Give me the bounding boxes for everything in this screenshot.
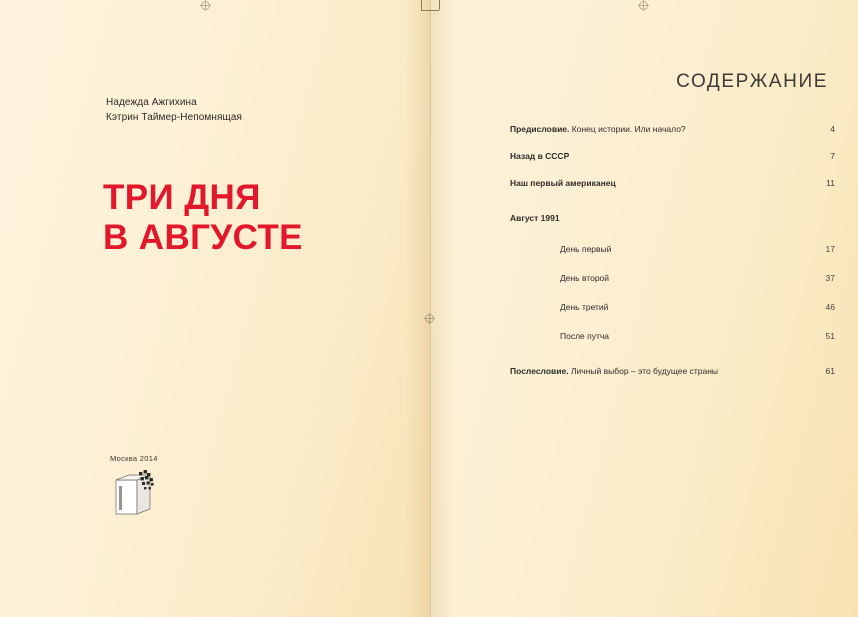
toc-entry-page: 51 <box>825 331 835 341</box>
toc-entry[interactable] <box>510 366 835 376</box>
toc-entry-label: После путча <box>560 331 610 341</box>
toc-entry-bold: Послесловие. <box>510 366 569 376</box>
toc-entry-bold: Август 1991 <box>510 213 560 223</box>
author-name: Надежда Ажгихина <box>106 97 197 108</box>
page-gutter <box>430 0 431 617</box>
book-title <box>103 178 303 258</box>
toc-entry-page: 11 <box>826 178 835 188</box>
toc-entry-label: День второй <box>560 273 610 283</box>
toc-section-heading <box>510 213 835 223</box>
toc-entry-page: 7 <box>830 151 835 161</box>
author-list <box>106 96 242 125</box>
toc-entry-label <box>510 178 813 188</box>
book-title-line-2: В АВГУСТЕ <box>103 218 303 257</box>
toc-entry-page: 4 <box>830 124 835 134</box>
toc-entry-label <box>510 366 813 376</box>
toc-entry-bold: Наш первый американец <box>510 178 616 188</box>
toc-entry-label: День первый <box>560 244 612 254</box>
toc-entry-label: День третий <box>560 302 609 312</box>
toc-entry-label <box>510 151 813 161</box>
toc-entry[interactable] <box>510 178 835 188</box>
toc-entry-page: 37 <box>825 273 835 283</box>
toc-entry[interactable] <box>510 331 835 341</box>
toc-entry[interactable] <box>510 244 835 254</box>
registration-mark-icon <box>638 0 649 11</box>
toc-entry[interactable] <box>510 124 835 134</box>
toc-entry-page: 17 <box>825 244 835 254</box>
imprint-line: Москва 2014 <box>110 454 158 463</box>
toc-entry-bold: Назад в СССР <box>510 151 570 161</box>
toc-entry-bold: Предисловие. <box>510 124 570 134</box>
contents-page <box>430 0 858 617</box>
toc-entry-rest: Личный выбор – это будущее страны <box>568 366 719 376</box>
registration-mark-icon <box>200 0 211 11</box>
toc-entry-page: 61 <box>825 366 835 376</box>
toc-entry-label <box>510 213 813 223</box>
toc-entry-label <box>510 124 813 134</box>
table-of-contents <box>510 124 835 393</box>
toc-entry[interactable] <box>510 302 835 312</box>
author-name: Кэтрин Таймер-Непомнящая <box>106 111 243 123</box>
book-title-line-1: ТРИ ДНЯ <box>103 178 261 217</box>
contents-heading: СОДЕРЖАНИЕ <box>676 70 828 92</box>
toc-entry[interactable] <box>510 273 835 283</box>
trim-mark <box>415 0 445 12</box>
toc-entry-page: 46 <box>825 302 835 312</box>
registration-mark-icon <box>424 313 435 324</box>
toc-entry-rest: Конец истории. Или начало? <box>569 124 686 134</box>
toc-entry[interactable] <box>510 151 835 161</box>
publisher-logo-icon <box>110 466 162 518</box>
